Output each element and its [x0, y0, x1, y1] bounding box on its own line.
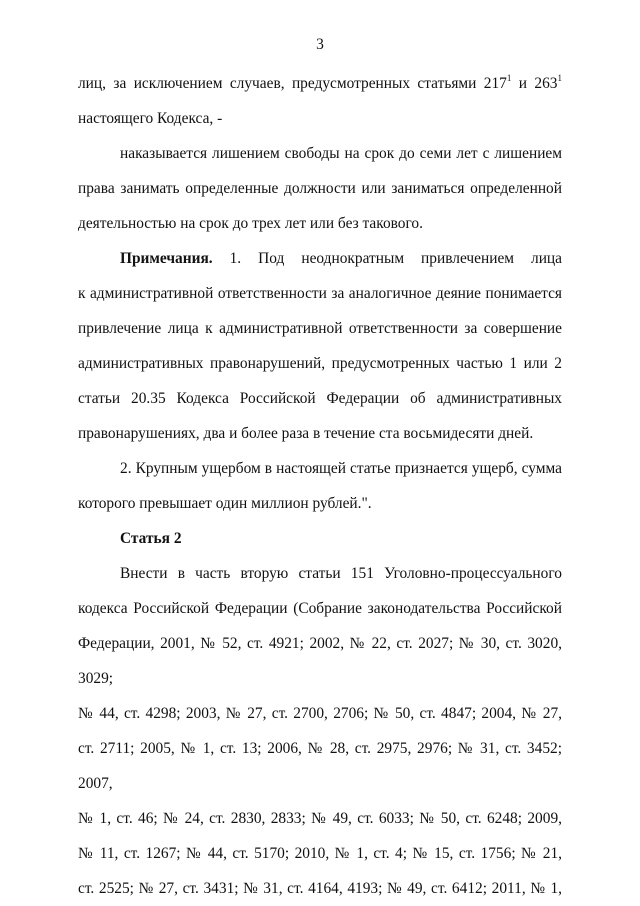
text-line: привлечение лица к административной ответственности за совершение	[78, 320, 562, 337]
text-fragment: лиц, за исключением случаев, предусмотренных статьями 217	[78, 75, 507, 92]
text-line: статьи 20.35 Кодекса Российской Федерации об административных	[78, 390, 562, 407]
text-line: правонарушениях, два и более раза в течение ста восьмидесяти дней.	[78, 425, 534, 442]
text-line	[78, 136, 562, 171]
text-line: деятельностью на срок до трех лет или без такового.	[78, 215, 423, 232]
text-fragment: 1. Под неоднократным привлечением лица	[212, 250, 562, 267]
text-line: права занимать определенные должности или заниматься определенной	[78, 180, 562, 197]
superscript: 1	[506, 73, 512, 83]
text-line: административных правонарушений, предусмотренных частью 1 или 2	[78, 355, 562, 372]
paragraph-note-2	[78, 451, 562, 521]
text-fragment: Внести в часть вторую статьи 151 Уголовно-процессуального	[120, 565, 562, 582]
text-line: которого превышает один миллион рублей.".	[78, 495, 372, 512]
text-line	[78, 451, 562, 486]
paragraph-article-2	[78, 556, 562, 906]
text-line: кодекса Российской Федерации (Собрание законодательства Российской	[78, 600, 562, 617]
superscript: 1	[557, 73, 562, 83]
notes-label: Примечания.	[120, 250, 213, 267]
text-line	[78, 556, 562, 591]
paragraph-punishment	[78, 136, 562, 241]
text-fragment: 2. Крупным ущербом в настоящей статье признается ущерб, сумма	[120, 460, 562, 477]
document-body	[78, 66, 562, 906]
text-line: к административной ответственности за аналогичное деяние понимается	[78, 285, 562, 302]
page-number: 3	[316, 36, 324, 53]
text-fragment: и 263	[511, 75, 558, 92]
article-heading: Статья 2	[120, 530, 182, 547]
paragraph-notes	[78, 241, 562, 451]
paragraph-continuation	[78, 66, 562, 136]
text-line: № 1, ст. 46; № 24, ст. 2830, 2833; № 49, ст. 6033; № 50, ст. 6248; 2009,	[78, 810, 562, 827]
text-line: ст. 2711; 2005, № 1, ст. 13; 2006, № 28, ст. 2975, 2976; № 31, ст. 3452; 2007,	[78, 740, 562, 792]
text-line: ст. 2525; № 27, ст. 3431; № 31, ст. 4164, 4193; № 49, ст. 6412; 2011, № 1,	[78, 880, 562, 897]
text-line: № 44, ст. 4298; 2003, № 27, ст. 2700, 2706; № 50, ст. 4847; 2004, № 27,	[78, 705, 562, 722]
text-line	[78, 241, 562, 276]
text-line: Федерации, 2001, № 52, ст. 4921; 2002, № 22, ст. 2027; № 30, ст. 3020, 3029;	[78, 635, 562, 687]
text-line: настоящего Кодекса, -	[78, 110, 223, 127]
text-fragment: наказывается лишением свободы на срок до семи лет с лишением	[120, 145, 562, 162]
text-line	[78, 66, 562, 101]
text-line: № 11, ст. 1267; № 44, ст. 5170; 2010, № 1, ст. 4; № 15, ст. 1756; № 21,	[78, 845, 562, 862]
